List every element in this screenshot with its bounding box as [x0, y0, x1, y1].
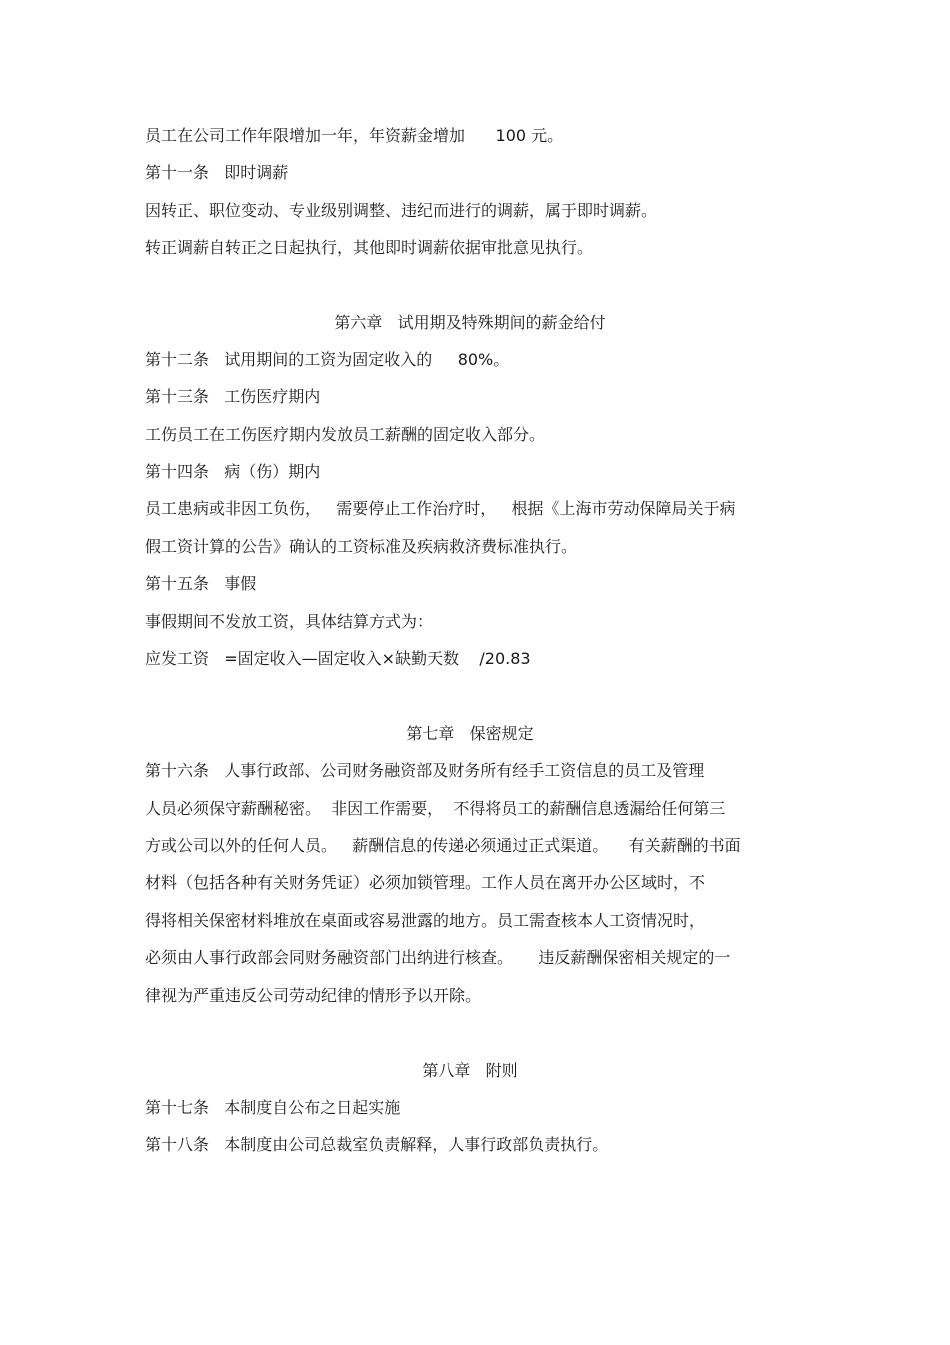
paragraph-adjustment-execution: 转正调薪自转正之日起执行，其他即时调薪依据审批意见执行。 — [145, 238, 594, 257]
paragraph-work-injury: 工伤员工在工伤医疗期内发放员工薪酬的固定收入部分。 — [145, 425, 546, 444]
chapter-8-title: 第八章 附则 — [422, 1061, 518, 1080]
paragraph-immediate-adjustment: 因转正、职位变动、专业级别调整、违纪而进行的调薪，属于即时调薪。 — [145, 201, 658, 220]
article-12: 第十二条 试用期间的工资为固定收入的 80%。 — [145, 350, 510, 369]
article-16-line-5: 得将相关保密材料堆放在桌面或容易泄露的地方。员工需查核本人工资情况时， — [145, 911, 706, 930]
article-13-heading: 第十三条 工伤医疗期内 — [145, 387, 321, 406]
article-14-heading: 第十四条 病（伤）期内 — [145, 462, 321, 481]
paragraph-sick-leave-line-2: 假工资计算的公告》确认的工资标准及疾病救济费标准执行。 — [145, 537, 578, 556]
article-16-line-3: 方或公司以外的任何人员。 薪酬信息的传递必须通过正式渠道。 有关薪酬的书面 — [145, 836, 741, 855]
paragraph-sick-leave-line-1: 员工患病或非因工负伤， 需要停止工作治疗时， 根据《上海市劳动保障局关于病 — [145, 499, 736, 518]
paragraph-seniority-pay: 员工在公司工作年限增加一年，年资薪金增加 100 元。 — [145, 126, 564, 145]
article-16-line-4: 材料（包括各种有关财务凭证）必须加锁管理。工作人员在离开办公区域时，不 — [145, 873, 706, 892]
article-17: 第十七条 本制度自公布之日起实施 — [145, 1098, 401, 1117]
article-16-line-2: 人员必须保守薪酬秘密。 非因工作需要， 不得将员工的薪酬信息透漏给任何第三 — [145, 799, 726, 818]
article-16-line-1: 第十六条 人事行政部、公司财务融资部及财务所有经手工资信息的员工及管理 — [145, 761, 705, 780]
chapter-7-title: 第七章 保密规定 — [406, 724, 534, 743]
article-16-line-7: 律视为严重违反公司劳动纪律的情形予以开除。 — [145, 986, 482, 1005]
chapter-6-title: 第六章 试用期及特殊期间的薪金给付 — [334, 313, 606, 332]
article-15-heading: 第十五条 事假 — [145, 574, 257, 593]
article-11-heading: 第十一条 即时调薪 — [145, 163, 289, 182]
article-18: 第十八条 本制度由公司总裁室负责解释，人事行政部负责执行。 — [145, 1135, 609, 1154]
paragraph-personal-leave: 事假期间不发放工资，具体结算方式为： — [145, 612, 434, 631]
article-16-line-6: 必须由人事行政部会同财务融资部门出纳进行核查。 违反薪酬保密相关规定的一 — [145, 948, 731, 967]
formula-payable-salary: 应发工资 =固定收入—固定收入×缺勤天数 /20.83 — [145, 649, 531, 668]
